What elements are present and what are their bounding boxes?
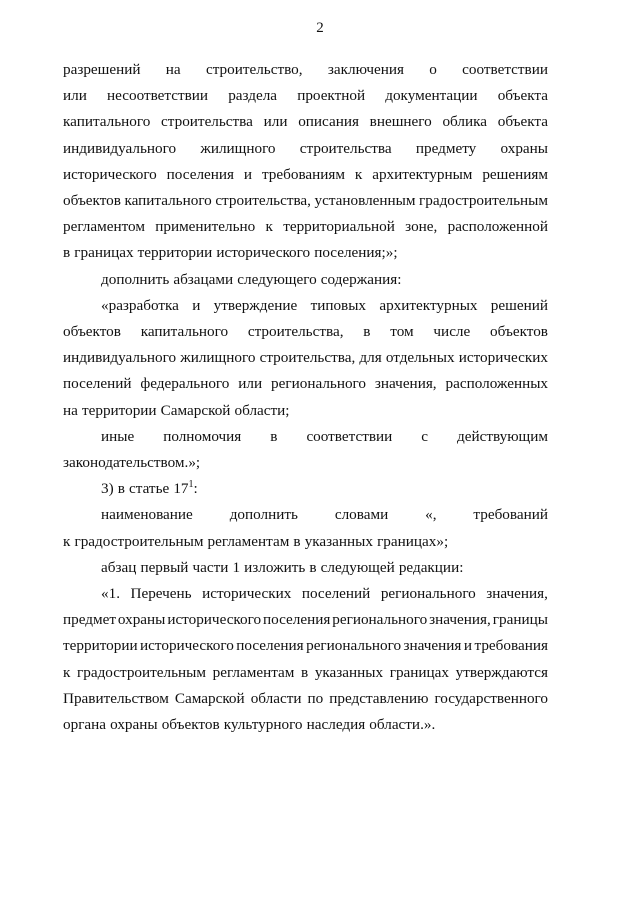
text-line: иные полномочия в соответствии с действующим <box>101 427 548 445</box>
text-line: в границах территории исторического поселения;»; <box>63 244 398 262</box>
paragraph <box>63 555 548 581</box>
page-number: 2 <box>316 20 324 36</box>
text-line: 3) в статье $17^1$: <box>101 479 198 498</box>
document-body <box>63 57 548 738</box>
text-line: органа охраны объектов культурного наследия области.». <box>63 716 436 734</box>
text-line: на территории Самарской области; <box>63 401 290 419</box>
text-line: капитального строительства или описания внешнего облика объекта <box>63 113 548 131</box>
text-line: регламентом применительно к территориальной зоне, расположенной <box>63 218 548 236</box>
text-line: к градостроительным регламентам в указанных границах»; <box>63 532 449 550</box>
text-line: предмет охраны исторического поселения регионального значения, границы <box>63 611 548 629</box>
paragraph <box>63 502 548 554</box>
paragraph <box>63 424 548 476</box>
text-line: к градостроительным регламентам в указанных границах утверждаются <box>63 663 548 681</box>
text-line: объектов капитального строительства, установленным градостроительным <box>63 192 548 210</box>
text-line: или несоответствии раздела проектной документации объекта <box>63 87 548 105</box>
text-line: наименование дополнить словами «, требований <box>101 506 548 524</box>
text-line: Правительством Самарской области по представлению государственного <box>63 689 548 707</box>
text-line: «разработка и утверждение типовых архитектурных решений <box>101 296 548 314</box>
superscript: 1 <box>188 479 194 491</box>
text-line: объектов капитального строительства, в том числе объектов <box>63 323 548 341</box>
text-line: «1. Перечень исторических поселений регионального значения, <box>101 585 548 603</box>
text-line: исторического поселения и требованиям к архитектурным решениям <box>63 165 548 183</box>
paragraph <box>63 581 548 738</box>
paragraph <box>63 267 548 293</box>
text-line: разрешений на строительство, заключения о соответствии <box>63 61 548 78</box>
text-line: территории исторического поселения регионального значения и требования <box>63 637 548 655</box>
paragraph <box>63 293 548 424</box>
text-line: индивидуального жилищного строительства, для отдельных исторических <box>63 349 548 367</box>
paragraph <box>63 476 548 502</box>
text-line: законодательством.»; <box>63 454 201 472</box>
text-line: абзац первый части 1 изложить в следующей редакции: <box>101 558 464 576</box>
text-line: индивидуального жилищного строительства предмету охраны <box>63 139 548 157</box>
paragraph <box>63 57 548 267</box>
text-line: дополнить абзацами следующего содержания: <box>101 270 402 288</box>
text-line: поселений федерального или регионального значения, расположенных <box>63 375 548 393</box>
